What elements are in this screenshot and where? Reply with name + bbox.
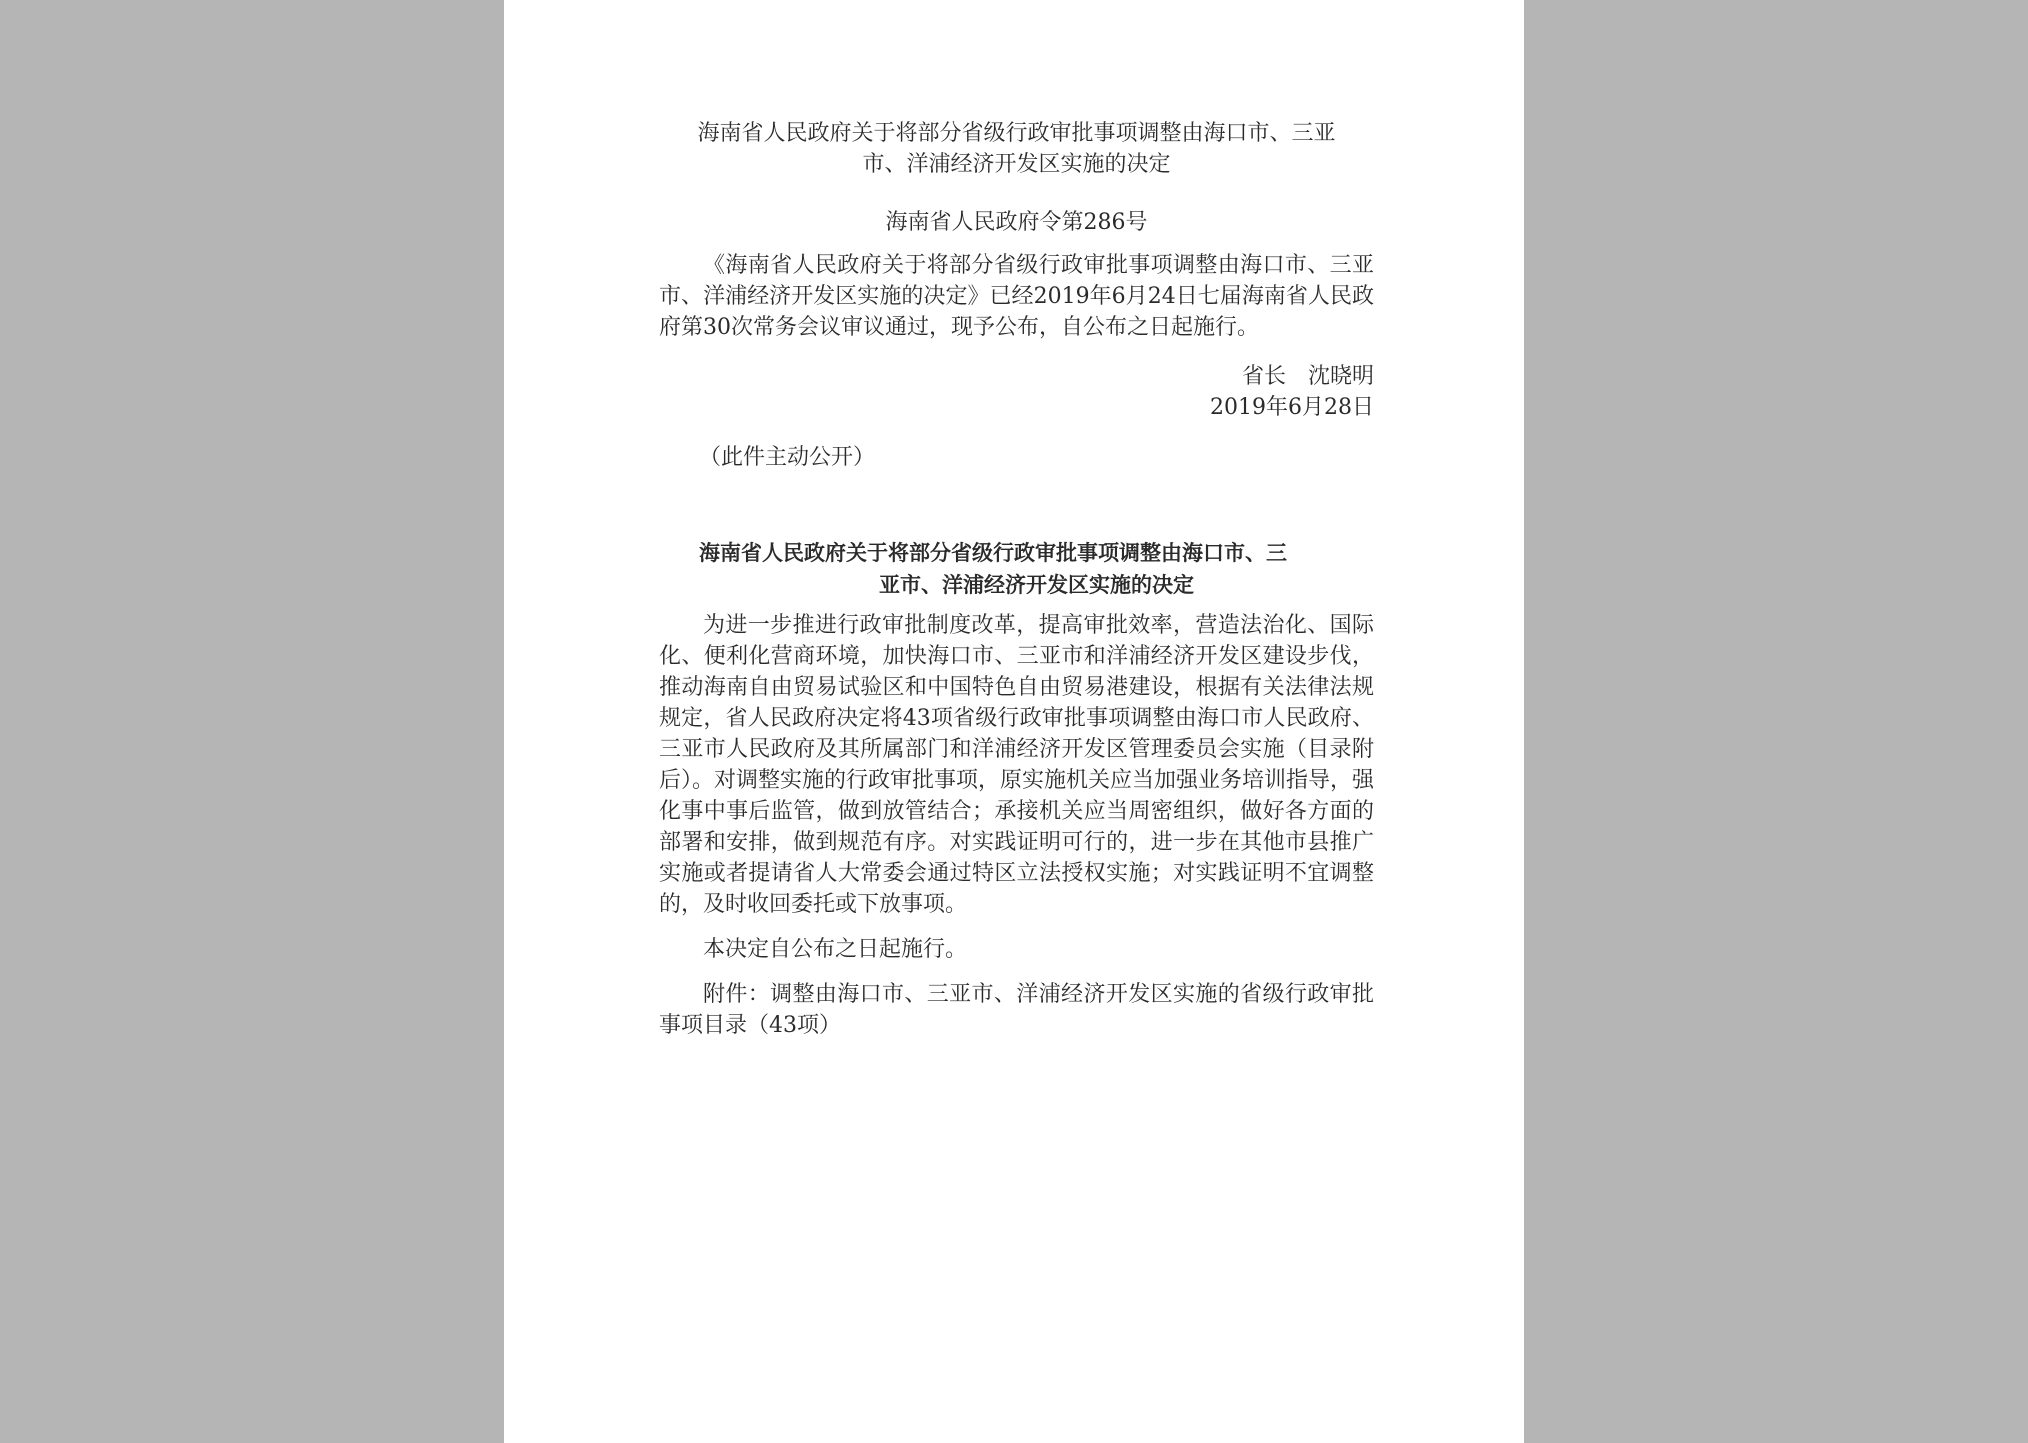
signature-block: [659, 361, 1374, 423]
decision-title-line1: 海南省人民政府关于将部分省级行政审批事项调整由海口市、三: [699, 541, 1287, 565]
document-content: [659, 118, 1374, 1041]
document-page: [504, 0, 1524, 1443]
document-title-line2: 市、洋浦经济开发区实施的决定: [862, 152, 1171, 177]
document-title: [659, 118, 1374, 180]
intro-paragraph: 《海南省人民政府关于将部分省级行政审批事项调整由海口市、三亚市、洋浦经济开发区实施的决定》已经2019年6月24日七届海南省人民政府第30次常务会议审议通过，现予公布，自公布之日起施行。: [659, 253, 1374, 340]
document-title-line1: 海南省人民政府关于将部分省级行政审批事项调整由海口市、三亚: [697, 121, 1336, 146]
signature-name: 省长 沈晓明: [1241, 364, 1374, 389]
disclosure-note: （此件主动公开）: [699, 445, 876, 470]
signature-date: 2019年6月28日: [1210, 395, 1374, 420]
decision-title: [659, 537, 1374, 601]
effective-paragraph: 本决定自公布之日起施行。: [703, 937, 968, 962]
attachment-paragraph: 附件：调整由海口市、三亚市、洋浦经济开发区实施的省级行政审批事项目录（43项）: [659, 982, 1374, 1038]
decision-title-line2: 亚市、洋浦经济开发区实施的决定: [879, 573, 1194, 597]
decision-paragraph: 为进一步推进行政审批制度改革，提高审批效率，营造法治化、国际化、便利化营商环境，加快海口市、三亚市和洋浦经济开发区建设步伐，推动海南自由贸易试验区和中国特色自由贸易港建设，根据有关法律法规规定，省人民政府决定将43项省级行政审批事项调整由海口市人民政府、三亚市人民政府及其所属部门和洋浦经济开发区管理委员会实施（目录附后）。对调整实施的行政审批事项，原实施机关应当加强业务培训指导，强化事中事后监管，做到放管结合；承接机关应当周密组织，做好各方面的部署和安排，做到规范有序。对实践证明可行的，进一步在其他市县推广实施或者提请省人大常委会通过特区立法授权实施；对实践证明不宜调整的，及时收回委托或下放事项。: [659, 613, 1375, 917]
order-number: 海南省人民政府令第286号: [885, 210, 1148, 235]
